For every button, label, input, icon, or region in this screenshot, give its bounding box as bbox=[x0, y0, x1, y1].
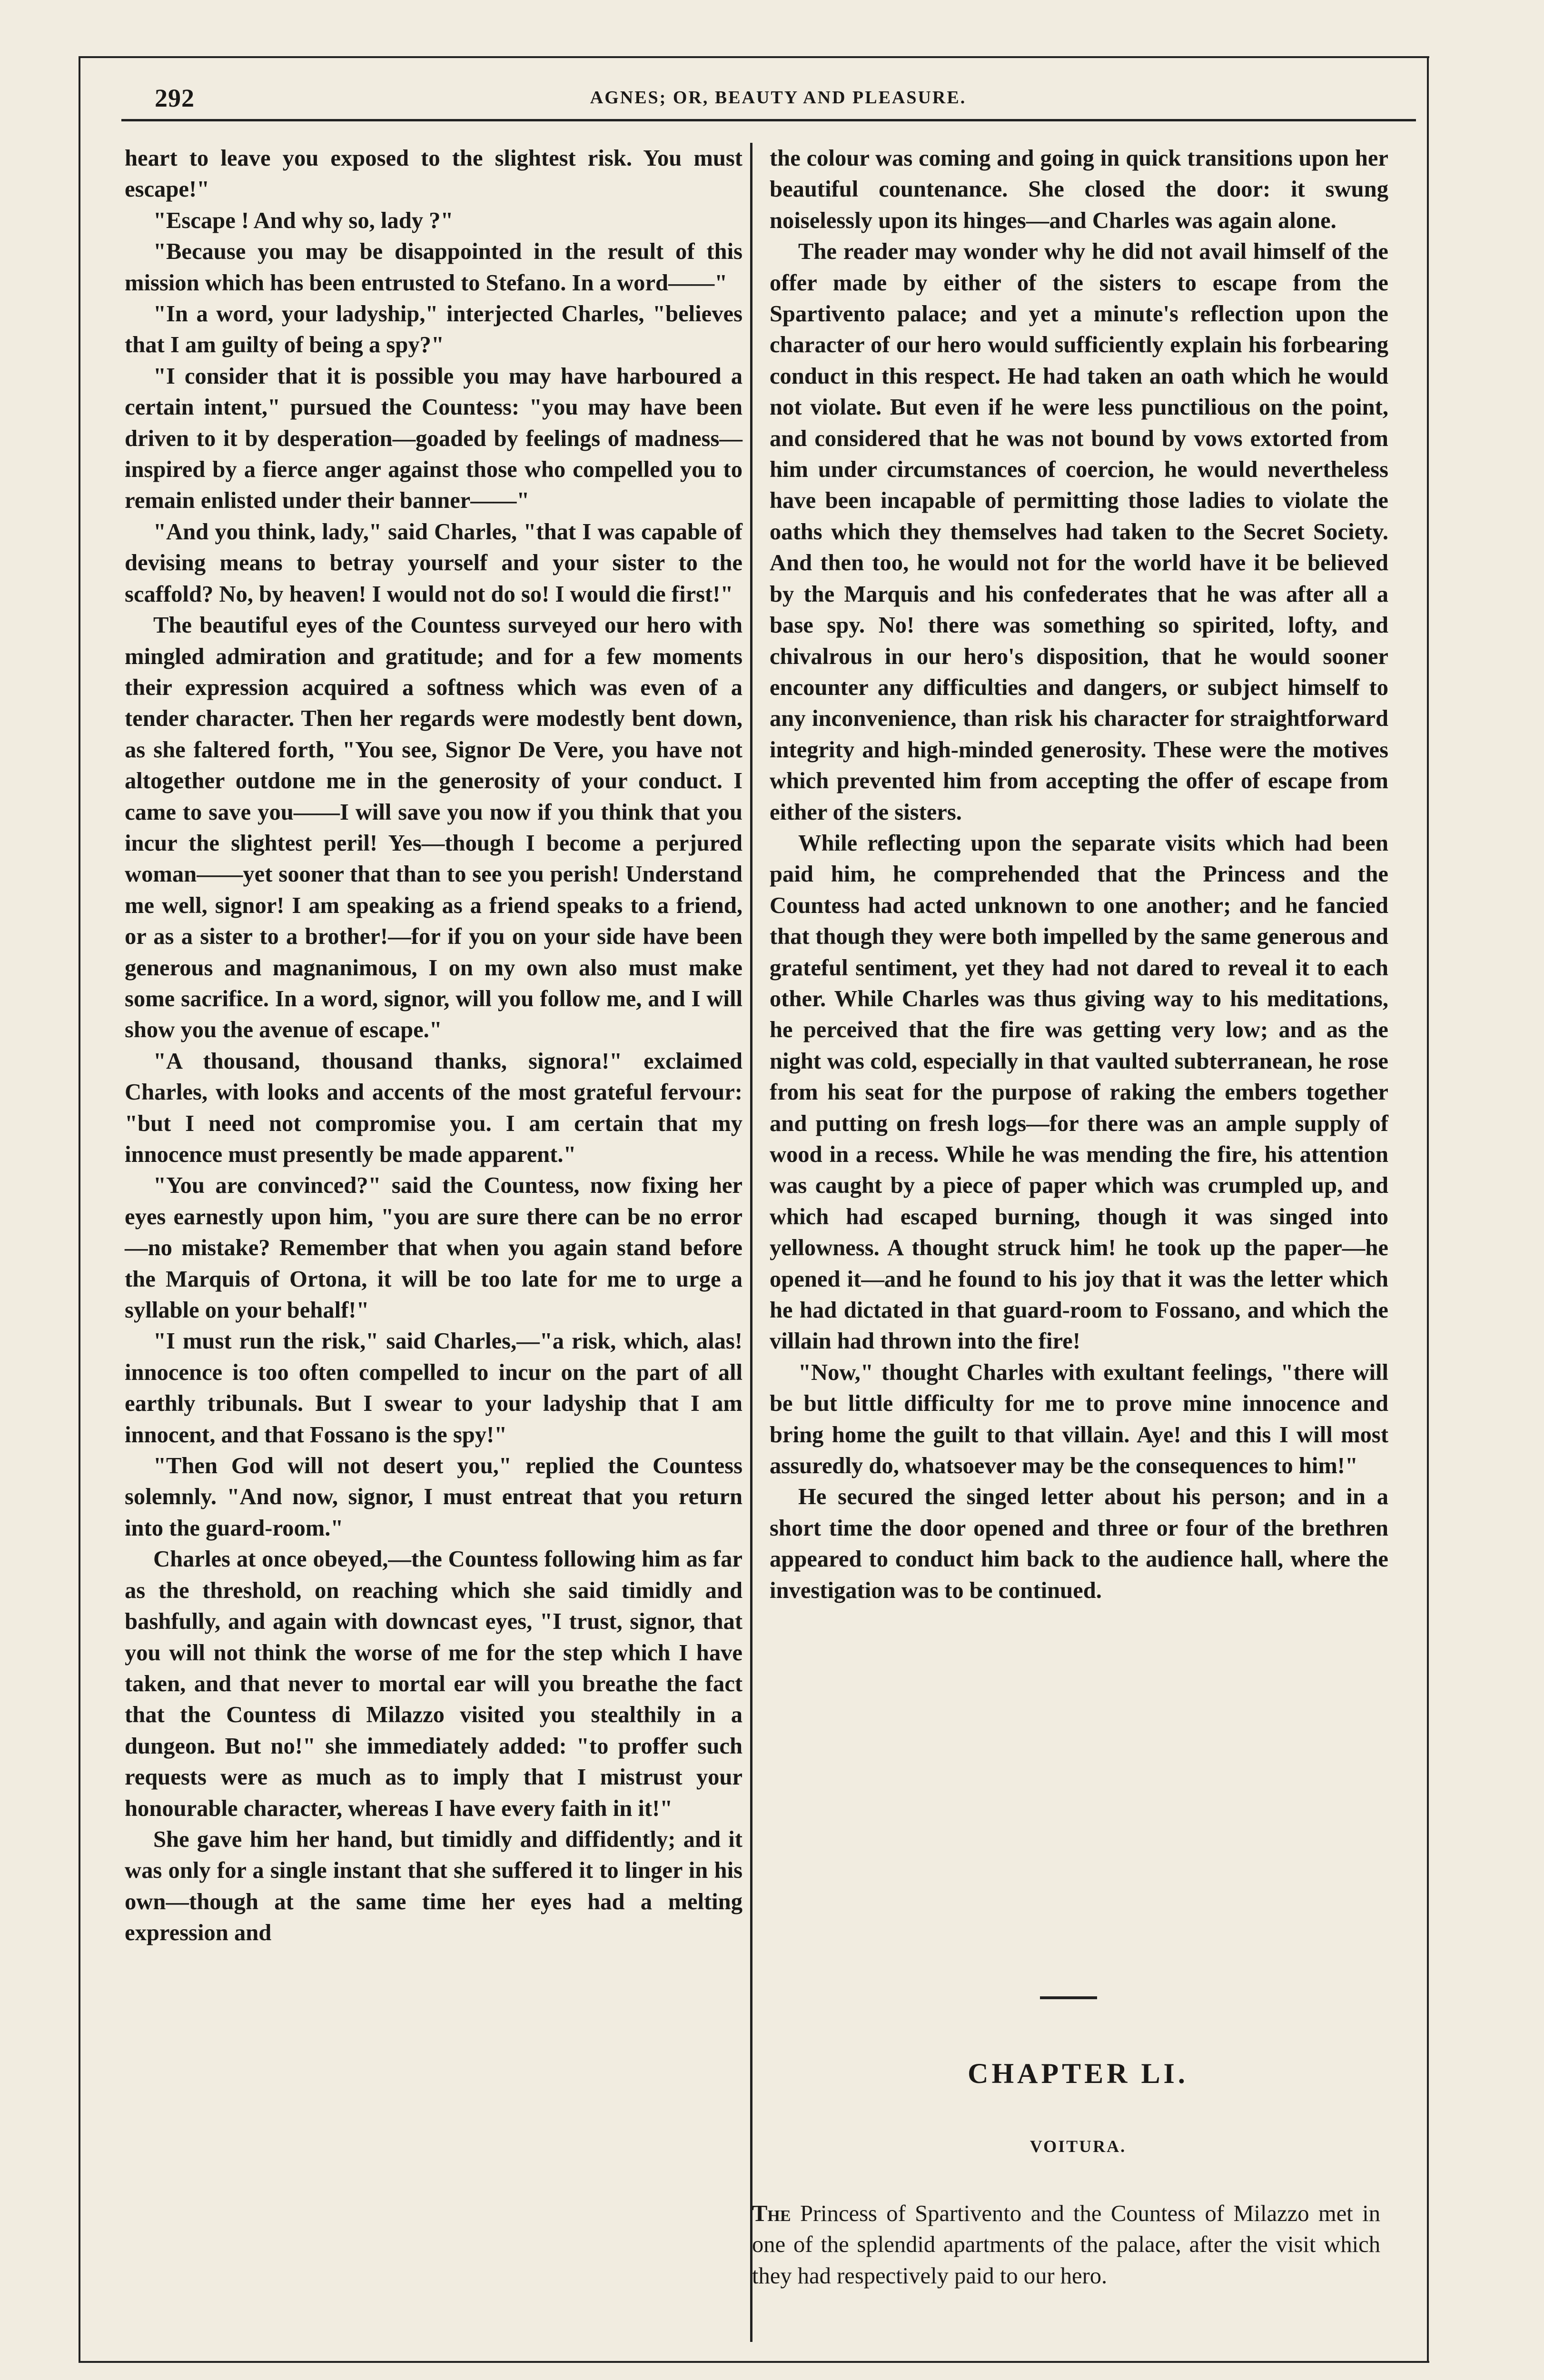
paragraph: "Then God will not desert you," replied the Countess solemnly. "And now, signor, I must entreat that you return into the guard-room." bbox=[125, 1453, 742, 1541]
paragraph: "You are convinced?" said the Countess, now fixing her eyes earnestly upon him, "you are sure there can be no error—no mistake? Remember that when you again stand before the Marquis of Ortona, it will be too late for me to urge a syllable on your behalf!" bbox=[125, 1172, 742, 1323]
paragraph: "And you think, lady," said Charles, "that I was capable of devising means to betray yourself and your sister to the scaffold? No, by heaven! I would not do so! I would die first!" bbox=[125, 518, 742, 607]
paragraph: She gave him her hand, but timidly and diffidently; and it was only for a single instant that she suffered it to linger in his own—though at the same time her eyes had a melting expression and bbox=[125, 1826, 742, 1946]
running-title: AGNES; OR, BEAUTY AND PLEASURE. bbox=[590, 88, 967, 108]
chapter-separator-rule bbox=[1040, 1996, 1097, 1999]
paragraph: "Now," thought Charles with exultant feelings, "there will be but little difficulty for me to prove mine innocence and bring home the guilt to that villain. Aye! and this I will most assuredly do, whatsoever may be the consequences to him!" bbox=[770, 1359, 1388, 1479]
paragraph: He secured the singed letter about his person; and in a short time the door opened and three or four of the brethren appeared to conduct him back to the audience hall, where the investigation was to be continued. bbox=[770, 1484, 1388, 1603]
page-border-left bbox=[79, 56, 80, 2361]
left-column bbox=[125, 143, 742, 1949]
right-column bbox=[770, 143, 1388, 1606]
page-border-right bbox=[1427, 56, 1429, 2361]
paragraph: heart to leave you exposed to the slightest risk. You must escape!" bbox=[125, 145, 742, 202]
paragraph: the colour was coming and going in quick transitions upon her beautiful countenance. She closed the door: it swung noiselessly upon its hinges—and Charles was again alone. bbox=[770, 145, 1388, 233]
page-number: 292 bbox=[155, 84, 195, 112]
paragraph: While reflecting upon the separate visits which had been paid him, he comprehended that the Princess and the Countess had acted unknown to one another; and he fancied that though they were both impelled by the same generous and grateful sentiment, yet they had not dared to reveal it to each other. While Charles was thus giving way to his meditations, he perceived that the fire was getting very low; and as the night was cold, especially in that vaulted subterranean, he rose from his seat for the purpose of raking the embers together and putting on fresh logs—for there was an ample supply of wood in a recess. While he was mending the fire, his attention was caught by a piece of paper which was crumpled up, and which had escaped burning, though it was singed into yellowness. A thought struck him! he took up the paper—he opened it—and he found to his joy that it was the letter which he had dictated in that guard-room to Fossano, and which the villain had thrown into the fire! bbox=[770, 830, 1388, 1354]
paragraph: "I must run the risk," said Charles,—"a risk, which, alas! innocence is too often compelled to incur on the part of all earthly tribunals. But I swear to your ladyship that I am innocent, and that Fossano is the spy!" bbox=[125, 1328, 742, 1448]
chapter-opening-paragraph bbox=[752, 2198, 1380, 2291]
chapter-subtitle: VOITURA. bbox=[1029, 2137, 1127, 2156]
chapter-title: CHAPTER LI. bbox=[968, 2058, 1188, 2089]
paragraph: The reader may wonder why he did not avail himself of the offer made by either of the sisters to escape from the Spartivento palace; and yet a minute's reflection upon the character of our hero would sufficiently explain his forbearing conduct in this respect. He had taken an oath which he would not violate. But even if he were less punctilious on the point, and considered that he was not bound by vows extorted from him under circumstances of coercion, he would nevertheless have been incapable of permitting those ladies to violate the oaths which they themselves had taken to the Secret Society. And then too, he would not for the world have it be believed by the Marquis and his confederates that he was after all a base spy. No! there was something so spirited, lofty, and chivalrous in our hero's disposition, that he would sooner encounter any difficulties and dangers, or subject himself to any inconvenience, than risk his character for straightforward integrity and high-minded generosity. These were the motives which prevented him from accepting the offer of escape from either of the sisters. bbox=[770, 238, 1388, 825]
paragraph: "Escape ! And why so, lady ?" bbox=[153, 207, 454, 233]
paragraph: "I consider that it is possible you may have harboured a certain intent," pursued the Countess: "you may have been driven to it by desperation—goaded by feelings of madness—inspired by a fierce anger against those who compelled you to remain enlisted under their banner——" bbox=[125, 363, 742, 514]
paragraph: "A thousand, thousand thanks, signora!" exclaimed Charles, with looks and accents of the most grateful fervour: "but I need not compromise you. I am certain that my innocence must presently be made apparent." bbox=[125, 1048, 742, 1167]
column-rule bbox=[750, 143, 752, 2342]
page-border-bottom bbox=[79, 2361, 1429, 2363]
paragraph: "In a word, your ladyship," interjected Charles, "believes that I am guilty of being a spy?" bbox=[125, 301, 742, 358]
paragraph: "Because you may be disappointed in the result of this mission which has been entrusted to Stefano. In a word——" bbox=[125, 238, 742, 296]
chapter-opening-text: Princess of Spartivento and the Countess of Milazzo met in one of the splendid apartments of the palace, after the visit which they had respectively paid to our hero. bbox=[752, 2201, 1380, 2289]
paragraph: Charles at once obeyed,—the Countess following him as far as the threshold, on reaching which she said timidly and bashfully, and again with downcast eyes, "I trust, signor, that you will not think the worse of me for the step which I have taken, and that never to mortal ear will you breathe the fact that the Countess di Milazzo visited you stealthily in a dungeon. But no!" she immediately added: "to proffer such requests were as much as to imply that I mistrust your honourable character, whereas I have every faith in it!" bbox=[125, 1546, 742, 1821]
chapter-opening-word: The bbox=[752, 2201, 791, 2226]
paragraph: The beautiful eyes of the Countess surveyed our hero with mingled admiration and gratitude; and for a few moments their expression acquired a softness which was even of a tender character. Then her regards were modestly bent down, as she faltered forth, "You see, Signor De Vere, you have not altogether outdone me in the generosity of your conduct. I came to save you——I will save you now if you think that you incur the slightest peril! Yes—though I become a perjured woman——yet sooner that than to see you perish! Understand me well, signor! I am speaking as a friend speaks to a friend, or as a sister to a brother!—for if you on your side have been generous and magnanimous, I on my own also must make some sacrifice. In a word, signor, will you follow me, and I will show you the avenue of escape." bbox=[125, 612, 742, 1043]
page-border-top bbox=[79, 56, 1429, 58]
header-rule bbox=[121, 119, 1416, 121]
